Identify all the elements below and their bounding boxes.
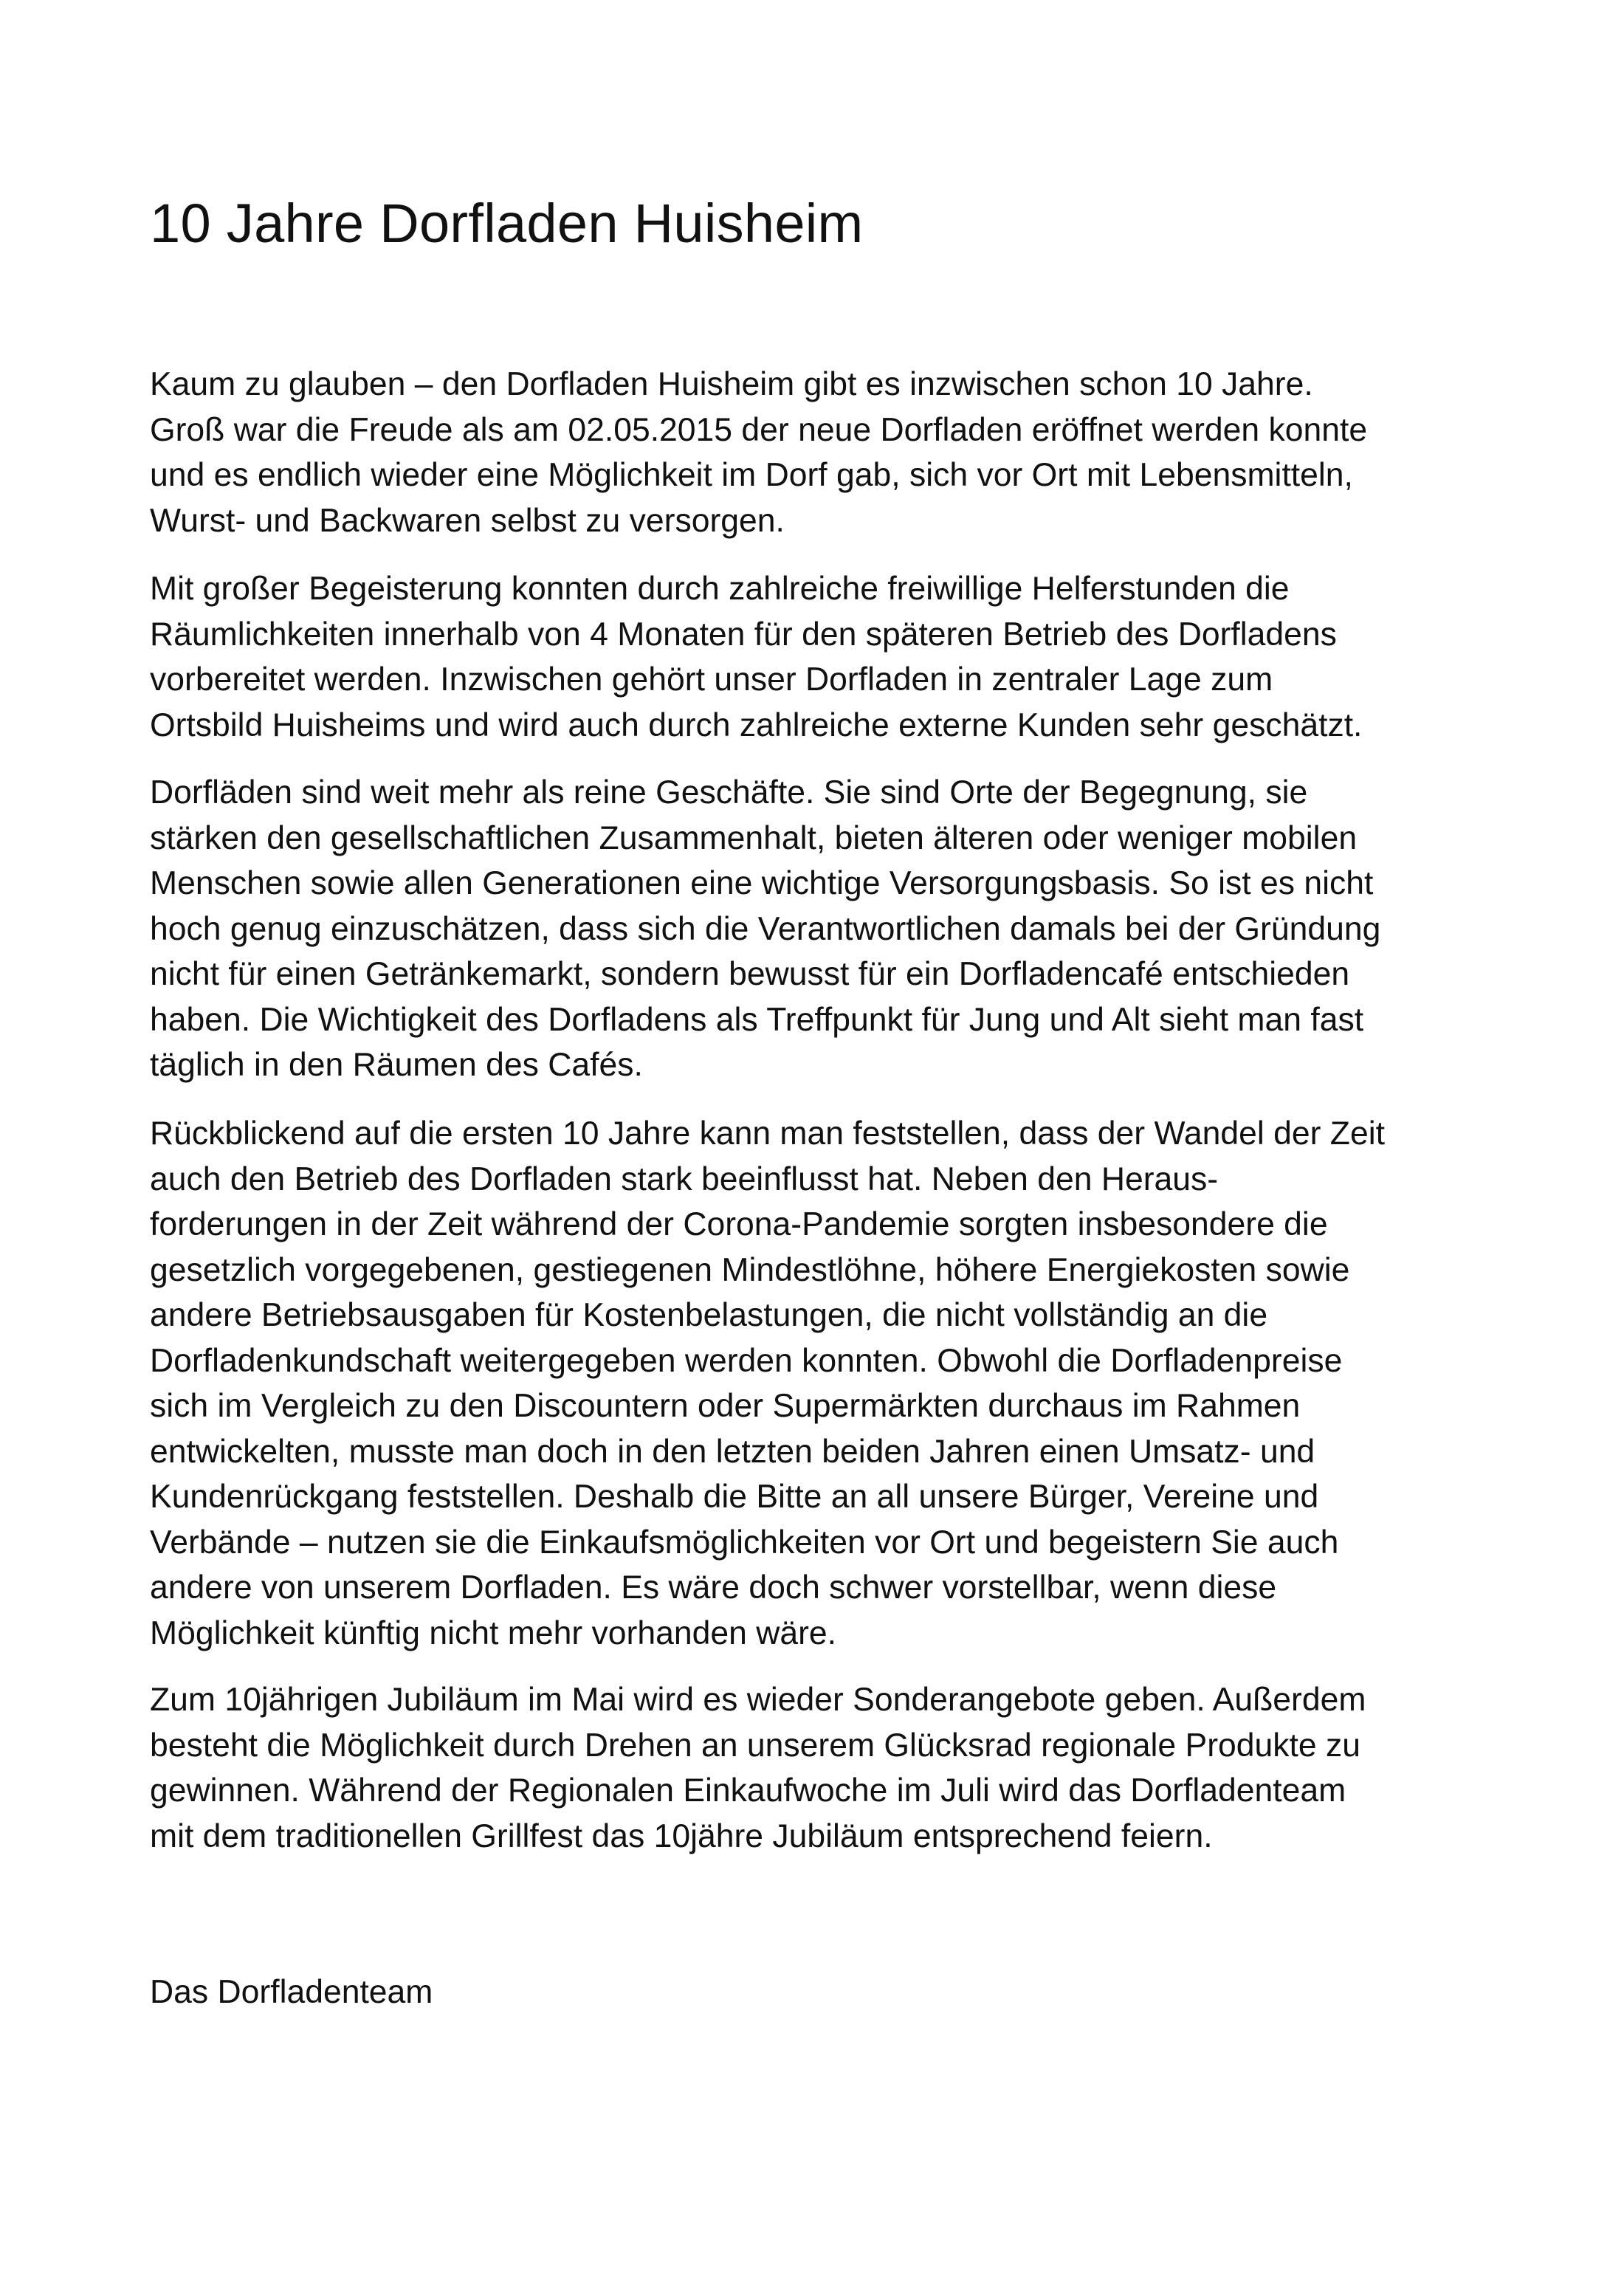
paragraph-community xyxy=(150,770,1380,1088)
text-line: täglich in den Räumen des Cafés. xyxy=(150,1047,643,1083)
signature: Das Dorfladenteam xyxy=(150,1974,433,2010)
text-line: Kundenrückgang feststellen. Deshalb die Bitte an all unsere Bürger, Vereine und xyxy=(150,1479,1319,1515)
text-line: sich im Vergleich zu den Discountern oder Supermärkten durchaus im Rahmen xyxy=(150,1388,1301,1424)
text-line: vorbereitet werden. Inzwischen gehört unser Dorfladen in zentraler Lage zum xyxy=(150,661,1273,698)
text-line: Verbände – nutzen sie die Einkaufsmöglichkeiten vor Ort und begeistern Sie auch xyxy=(150,1524,1339,1561)
text-line: Räumlichkeiten innerhalb von 4 Monaten für den späteren Betrieb des Dorfladens xyxy=(150,616,1337,653)
text-line: Menschen sowie allen Generationen eine wichtige Versorgungsbasis. So ist es nicht xyxy=(150,865,1374,901)
text-line: auch den Betrieb des Dorfladen stark beeinflusst hat. Neben den Heraus- xyxy=(150,1160,1219,1197)
text-line: Möglichkeit künftig nicht mehr vorhanden wäre. xyxy=(150,1614,837,1651)
text-line: hoch genug einzuschätzen, dass sich die Verantwortlichen damals bei der Gründung xyxy=(150,910,1381,947)
text-line: andere Betriebsausgaben für Kostenbelastungen, die nicht vollständig an die xyxy=(150,1297,1268,1333)
text-line: Mit großer Begeisterung konnten durch zahlreiche freiwillige Helferstunden die xyxy=(150,571,1290,607)
text-line: andere von unserem Dorfladen. Es wäre doch schwer vorstellbar, wenn diese xyxy=(150,1569,1277,1606)
text-line: forderungen in der Zeit während der Corona-Pandemie sorgten insbesondere die xyxy=(150,1206,1328,1242)
text-line: Dorfläden sind weit mehr als reine Geschäfte. Sie sind Orte der Begegnung, sie xyxy=(150,774,1308,811)
text-line: mit dem traditionellen Grillfest das 10jähre Jubiläum entsprechend feiern. xyxy=(150,1817,1213,1854)
paragraph-anniversary xyxy=(150,1677,1366,1859)
text-line: Ortsbild Huisheims und wird auch durch zahlreiche externe Kunden sehr geschätzt. xyxy=(150,706,1363,743)
text-line: Wurst- und Backwaren selbst zu versorgen. xyxy=(150,502,785,539)
text-line: gesetzlich vorgegebenen, gestiegenen Mindestlöhne, höhere Energiekosten sowie xyxy=(150,1251,1350,1288)
text-line: haben. Die Wichtigkeit des Dorfladens als Treffpunkt für Jung und Alt sieht man fast xyxy=(150,1001,1364,1038)
text-line: entwickelten, musste man doch in den letzten beiden Jahren einen Umsatz- und xyxy=(150,1433,1315,1470)
paragraph-preparation xyxy=(150,566,1362,748)
text-line: nicht für einen Getränkemarkt, sondern bewusst für ein Dorfladencafé entschieden xyxy=(150,956,1350,992)
paragraph-retrospective xyxy=(150,1111,1385,1656)
text-line: Rückblickend auf die ersten 10 Jahre kann man feststellen, dass der Wandel der Zeit xyxy=(150,1115,1385,1152)
document-title: 10 Jahre Dorfladen Huisheim xyxy=(150,193,864,254)
text-line: Dorfladenkundschaft weitergegeben werden konnten. Obwohl die Dorfladenpreise xyxy=(150,1342,1343,1379)
text-line: Groß war die Freude als am 02.05.2015 der neue Dorfladen eröffnet werden konnte xyxy=(150,411,1368,448)
text-line: besteht die Möglichkeit durch Drehen an unserem Glücksrad regionale Produkte zu xyxy=(150,1727,1360,1764)
paragraph-intro xyxy=(150,362,1367,543)
text-line: Zum 10jährigen Jubiläum im Mai wird es wieder Sonderangebote geben. Außerdem xyxy=(150,1682,1366,1718)
text-line: und es endlich wieder eine Möglichkeit im Dorf gab, sich vor Ort mit Lebensmitteln, xyxy=(150,457,1353,493)
text-line: stärken den gesellschaftlichen Zusammenhalt, bieten älteren oder weniger mobilen xyxy=(150,819,1358,856)
text-line: Kaum zu glauben – den Dorfladen Huisheim gibt es inzwischen schon 10 Jahre. xyxy=(150,366,1313,402)
text-line: gewinnen. Während der Regionalen Einkaufwoche im Juli wird das Dorfladenteam xyxy=(150,1772,1346,1809)
